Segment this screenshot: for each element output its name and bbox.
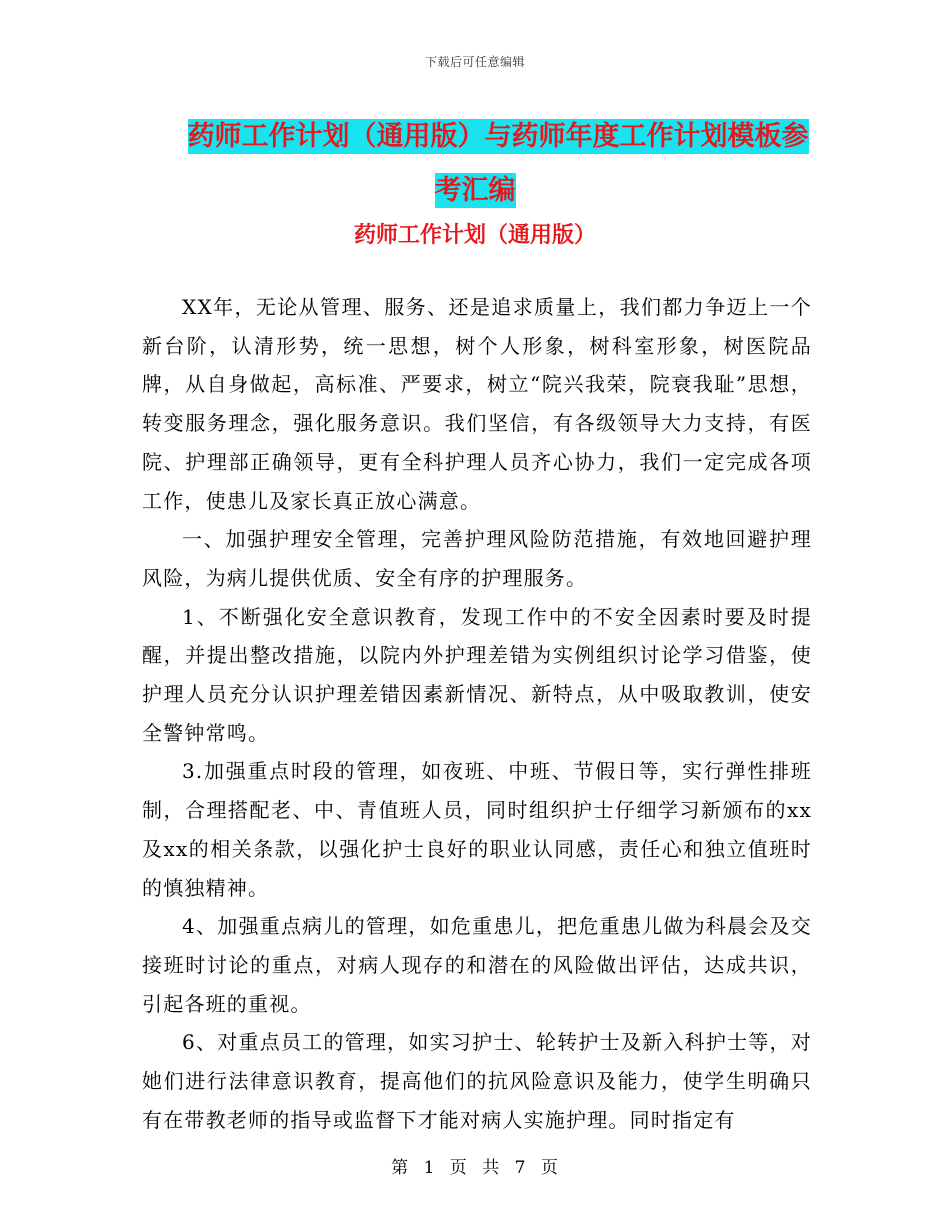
paragraph: 6、对重点员工的管理，如实习护士、轮转护士及新入科护士等，对她们进行法律意识教育，提高他们的抗风险意识及能力，使学生明确只有在带教老师的指导或监督下才能对病人实施护理。同时指定有 <box>142 1030 812 1132</box>
document-title <box>0 110 950 218</box>
paragraph: 一、加强护理安全管理，完善护理风险防范措施，有效地回避护理风险，为病儿提供优质、安全有序的护理服务。 <box>142 527 812 590</box>
title-line-1: 药师工作计划（通用版）与药师年度工作计划模板参 <box>187 121 809 152</box>
paragraph: 4、加强重点病儿的管理，如危重患儿，把危重患儿做为科晨会及交接班时讨论的重点，对病人现存的和潜在的风险做出评估，达成共识，引起各班的重视。 <box>142 914 812 1016</box>
body-text <box>142 288 812 1139</box>
paragraph: 1、不断强化安全意识教育，发现工作中的不安全因素时要及时提醒，并提出整改措施，以院内外护理差错为实例组织讨论学习借鉴，使护理人员充分认识护理差错因素新情况、新特点，从中吸取教训，使安全警钟常鸣。 <box>142 604 812 745</box>
title-line-2: 考汇编 <box>434 175 516 206</box>
section-title: 药师工作计划（通用版） <box>353 223 596 248</box>
header-note: 下载后可任意编辑 <box>424 55 525 69</box>
paragraph: 3.加强重点时段的管理，如夜班、中班、节假日等，实行弹性排班制，合理搭配老、中、青值班人员，同时组织护士仔细学习新颁布的xx及xx的相关条款，以强化护士良好的职业认同感，责任心和独立值班时的慎独精神。 <box>142 759 812 900</box>
page-footer: 第 1 页 共 7 页 <box>391 1158 559 1178</box>
paragraph: XX年，无论从管理、服务、还是追求质量上，我们都力争迈上一个新台阶，认清形势，统一思想，树个人形象，树科室形象，树医院品牌，从自身做起，高标准、严要求，树立“院兴我荣，院衰我耻”思想，转变服务理念，强化服务意识。我们坚信，有各级领导大力支持，有医院、护理部正确领导，更有全科护理人员齐心协力，我们一定完成各项工作，使患儿及家长真正放心满意。 <box>142 295 812 513</box>
